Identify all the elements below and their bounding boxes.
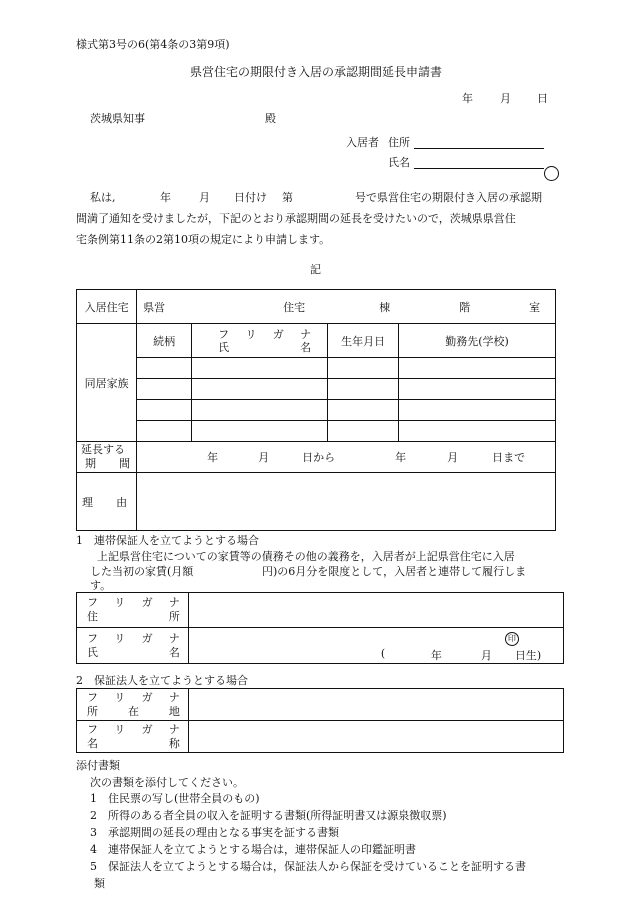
list-item: 4 連帯保証人を立てようとする場合は，連帯保証人の印鑑証明書 [90,843,416,856]
residence-pref: 県営 [143,300,166,314]
intro-rest: 号で県営住宅の期限付き入居の承認期 [355,191,542,204]
guarantor-address-label: フ リ ガ ナ 住 所 [77,593,189,628]
family-label: 同居家族 [77,324,137,442]
corporate-address-field[interactable] [188,689,563,721]
addressee-name: 茨城県知事 [90,112,145,125]
list-item: 3 承認期間の延長の理由となる事実を証する書類 [90,826,339,839]
page-title: 県営住宅の期限付き入居の承認期間延長申請書 [190,65,443,79]
family-row [77,358,556,379]
intro-number-prefix: 第 [282,191,293,204]
address-line[interactable] [414,148,544,149]
intro-watashi: 私は, [90,191,116,204]
name-label: 氏名 [388,156,410,169]
col-work: 勤務先(学校) [399,324,556,358]
name-line[interactable] [414,168,544,169]
corporate-table [76,688,564,753]
guarantor-birth: ( 年 月 日生) [380,647,542,662]
reason-field[interactable] [137,473,556,531]
application-table [76,289,556,531]
residence-field[interactable] [137,290,556,324]
residence-unit-to: 棟 [379,300,391,314]
date-year: 年 [462,92,473,105]
date-month: 月 [500,92,511,105]
col-birth: 生年月日 [328,324,399,358]
extend-field[interactable]: 年 月 日から 年 月 日まで [137,442,556,473]
date-day: 日 [537,92,548,105]
sec1-text-3: す。 [90,579,112,592]
address-label: 住所 [388,136,410,149]
guarantor-name-field[interactable] [188,628,563,664]
family-row [77,400,556,421]
sec1-text-2b: 円)の6月分を限度として，入居者と連帯して履行しま [262,565,527,578]
intro-line3: 宅条例第11条の2第10項の規定により申請します。 [76,233,331,246]
intro-month: 月 [199,191,210,204]
residence-row [77,290,556,324]
residence-unit-jutaku: 住宅 [283,300,306,314]
intro-dated: 日付け [234,191,267,204]
residence-unit-shitsu: 室 [529,300,541,314]
residence-unit-kai: 階 [459,300,471,314]
addressee-honorific: 殿 [265,112,276,125]
attachments-list [90,790,526,892]
guarantor-address-field[interactable] [188,593,563,628]
sec1-heading: 1 連帯保証人を立てようとする場合 [76,534,259,547]
guarantor-name-label: フ リ ガ ナ 氏 名 [77,628,189,664]
sec1-text-1: 上記県営住宅についての家賃等の債務その他の義務を，入居者が上記県営住宅に入居 [97,550,515,563]
attachments-intro: 次の書類を添付してください。 [90,776,244,789]
corporate-address-label: フ リ ガ ナ 所 在 地 [77,689,189,721]
col-relation: 続柄 [137,324,192,358]
extend-row [77,442,556,473]
intro-line2: 間満了通知を受けましたが，下記のとおり承認期間の延長を受けたいので，茨城県県営住 [76,212,516,225]
list-item-cont: 類 [94,877,105,890]
intro-year: 年 [160,191,171,204]
seal-icon: 印 [505,632,519,646]
family-row [77,421,556,442]
list-item: 5 保証法人を立てようとする場合は，保証法人から保証を受けていることを証明する書 [90,860,526,873]
corporate-name-field[interactable] [188,721,563,753]
reason-label: 理 由 [77,473,137,531]
list-item: 2 所得のある者全員の収入を証明する書類(所得証明書又は源泉徴収票) [90,809,447,822]
seal-circle-icon [544,166,559,181]
corporate-name-label: フ リ ガ ナ 名 称 [77,721,189,753]
form-number: 様式第3号の6(第4条の3第9項) [76,38,230,51]
reason-row [77,473,556,531]
sec1-text-2a: した当初の家賃(月額 [90,565,194,578]
list-item: 1 住民票の写し(世帯全員のもの) [90,792,260,805]
ki-mark: 記 [310,263,321,276]
family-row [77,379,556,400]
attachments-heading: 添付書類 [76,759,120,772]
extend-label: 延長する 期 間 [77,442,137,473]
residence-label: 入居住宅 [77,290,137,324]
guarantor-table [76,592,564,664]
family-header-row [77,324,556,358]
applicant-label: 入居者 [346,136,379,149]
sec2-heading: 2 保証法人を立てようとする場合 [76,674,248,687]
col-furigana-name: フ リ ガ ナ 氏 名 [192,324,328,358]
